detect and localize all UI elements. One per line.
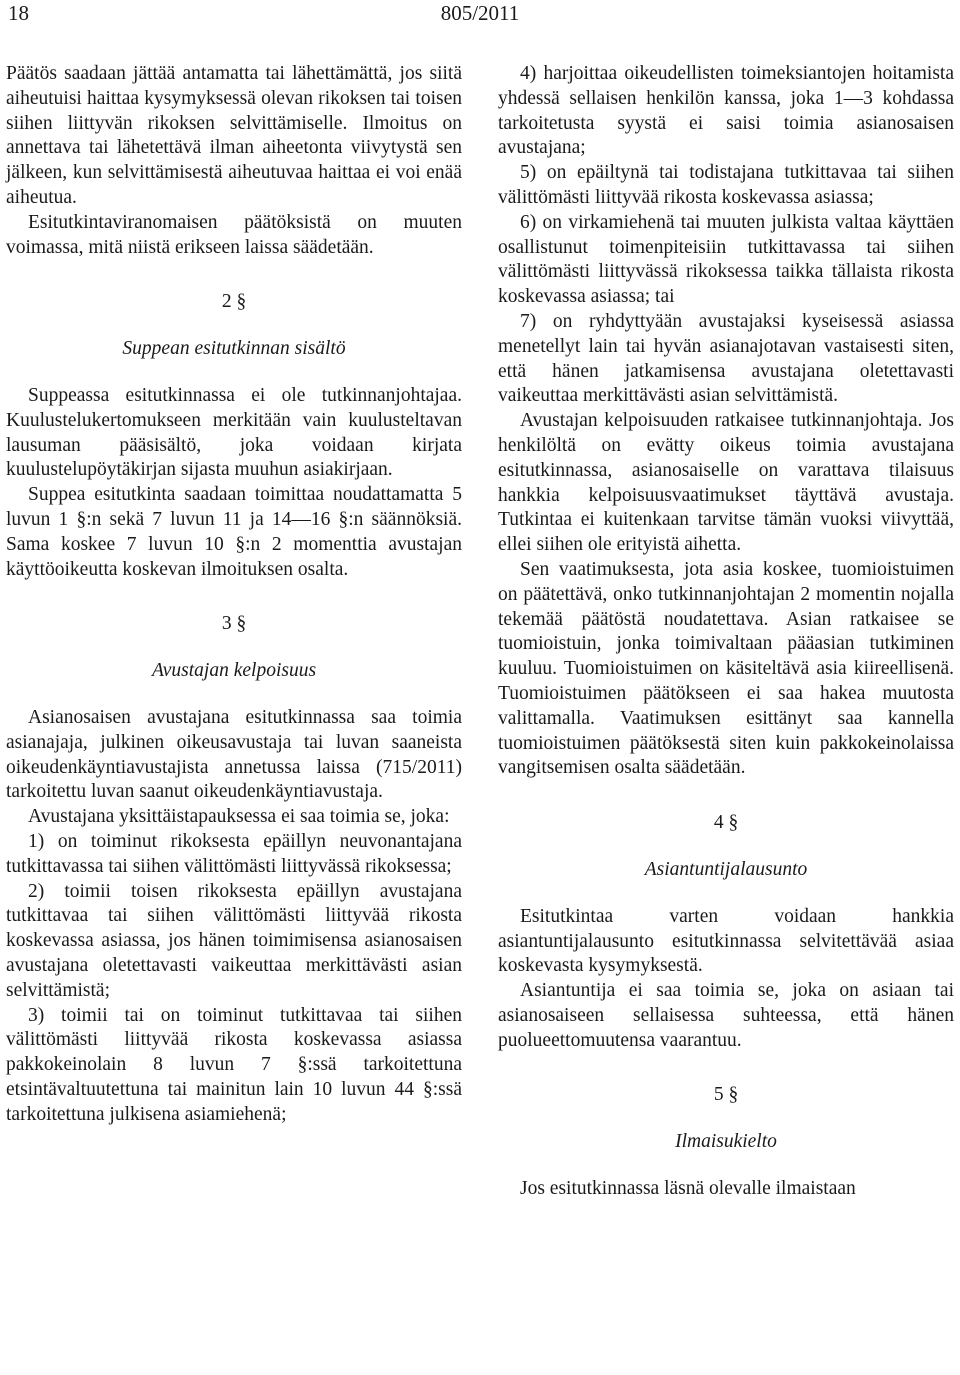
section-title: Suppean esitutkinnan sisältö	[122, 338, 346, 360]
paragraph: Esitutkintaviranomaisen päätöksistä on muuten voimassa, mitä niistä erikseen laissa säädetään.	[6, 211, 462, 258]
paragraph: Sen vaatimuksesta, jota asia koskee, tuomioistuimen on päätettävä, onko tutkinnanjohtajan 2 momentin nojalla tekemää päätöstä noudatettava. Asian ratkaisee se tuomioistuin, jonka toimivaltaan pääasian tutkiminen kuuluu. Tuomioistuimen on käsiteltävä asia kiireellisenä. Tuomioistuimen päätökseen ei saa hakea muutosta valittamalla. Vaatimuksen esittänyt saa kannella tuomioistuimen päätöksestä siten kuin pakkokeinolaissa vangitsemisen osalta säädetään.	[498, 558, 954, 779]
paragraph: Suppea esitutkinta saadaan toimittaa noudattamatta 5 luvun 1 §:n sekä 7 luvun 11 ja 14—16 §:n säännöksiä. Sama koskee 7 luvun 10 §:n 2 momenttia avustajan käyttöoikeutta koskevan ilmoituksen osalta.	[6, 484, 462, 580]
paragraph: Suppeassa esitutkinnassa ei ole tutkinnanjohtajaa. Kuulustelukertomukseen merkitään vain kuulusteltavan lausuman pääsisältö, joka voidaan kirjata kuulustelupöytäkirjan sijasta muuhun asiakirjaan.	[6, 384, 462, 481]
list-item: 4) harjoittaa oikeudellisten toimeksiantojen hoitamista yhdessä sellaisen henkilön kanssa, joka 1—3 kohdassa tarkoitetusta syystä ei saisi toimia asianosaisen avustajana;	[498, 63, 954, 159]
section-title: Asiantuntijalausunto	[644, 858, 808, 880]
paragraph: Esitutkintaa varten voidaan hankkia asiantuntijalausunto esitutkinnassa selvitettävää asiaa koskevasta kysymyksestä.	[498, 905, 954, 977]
list-item: 3) toimii tai on toiminut tutkittavaa tai siihen välittömästi liittyvää rikosta koskevassa asiassa pakkokeinolain 8 luvun 7 §:ssä tarkoitettuna etsintävaltuutettuna tai mainitun lain 10 luvun 44 §:ssä tarkoitettuna julkisena asiamiehenä;	[6, 1004, 462, 1125]
list-item: 7) on ryhdyttyään avustajaksi kyseisessä asiassa menetellyt lain tai hyvän asianajotavan vastaisesti siten, että hänen jatkamisensa avustajana oletettavasti vaikeuttaa merkittävästi asian selvittämistä.	[498, 310, 954, 407]
paragraph: Avustajana yksittäistapauksessa ei saa toimia se, joka:	[28, 806, 450, 828]
section-title: Avustajan kelpoisuus	[151, 660, 317, 682]
right-column	[498, 62, 954, 1202]
section-number: 5 §	[713, 1084, 739, 1106]
paragraph: Jos esitutkinnassa läsnä olevalle ilmaistaan	[520, 1178, 856, 1200]
section-number: 4 §	[713, 812, 739, 834]
page-header	[8, 0, 952, 30]
list-item: 6) on virkamiehenä tai muuten julkista valtaa käyttäen osallistunut toimenpiteisiin tutkittavassa tai siihen välittömästi liittyvässä rikoksessa taikka tällaista rikosta koskevassa asiassa; tai	[498, 211, 954, 308]
list-item: 5) on epäiltynä tai todistajana tutkittavaa tai siihen välittömästi liittyvää rikosta koskevassa asiassa;	[498, 162, 954, 208]
list-item: 2) toimii toisen rikoksesta epäillyn avustajana tutkittavaa tai siihen välittömästi liittyvää rikosta koskevassa asiassa, jos hänen toimimisensa asianosaisen avustajana oletettavasti vaikeuttaa merkittävästi asian selvittämistä;	[6, 880, 462, 1001]
paragraph: Avustajan kelpoisuuden ratkaisee tutkinnanjohtaja. Jos henkilöltä on evätty oikeus toimia avustajana esitutkinnassa, asianosaiselle on varattava tilaisuus hankkia kelpoisuusvaatimukset täyttävä avustaja. Tutkintaa ei kuitenkaan tarvitse tämän vuoksi viivyttää, ellei siihen ole erityistä aihetta.	[498, 410, 954, 556]
paragraph: Päätös saadaan jättää antamatta tai lähettämättä, jos siitä aiheutuisi haittaa kysymyksessä olevan rikoksen tai toisen siihen liittyvän rikoksen selvittämiselle. Ilmoitus on annettava tai lähetettävä ilman aiheetonta viivytystä sen jälkeen, kun selvittämisestä aiheutuvaa haittaa ei voi enää aiheutua.	[6, 63, 462, 208]
paragraph: Asiantuntija ei saa toimia se, joka on asiaan tai asianosaiseen sellaisessa suhteessa, että hänen puolueettomuutensa vaarantuu.	[498, 980, 954, 1051]
page-number: 18	[8, 1, 29, 25]
section-number: 3 §	[221, 613, 247, 635]
left-column	[6, 62, 462, 1127]
section-title: Ilmaisukielto	[675, 1131, 777, 1153]
paragraph: Asianosaisen avustajana esitutkinnassa saa toimia asianajaja, julkinen oikeusavustaja tai luvan saaneista oikeudenkäyntiavustajista annetussa laissa (715/2011) tarkoitettu luvan saanut oikeudenkäyntiavustaja.	[6, 706, 462, 803]
section-number: 2 §	[221, 291, 247, 313]
list-item: 1) on toiminut rikoksesta epäillyn neuvonantajana tutkittavassa tai siihen välittömästi liittyvässä rikoksessa;	[6, 830, 462, 877]
issue-number: 805/2011	[440, 1, 520, 25]
